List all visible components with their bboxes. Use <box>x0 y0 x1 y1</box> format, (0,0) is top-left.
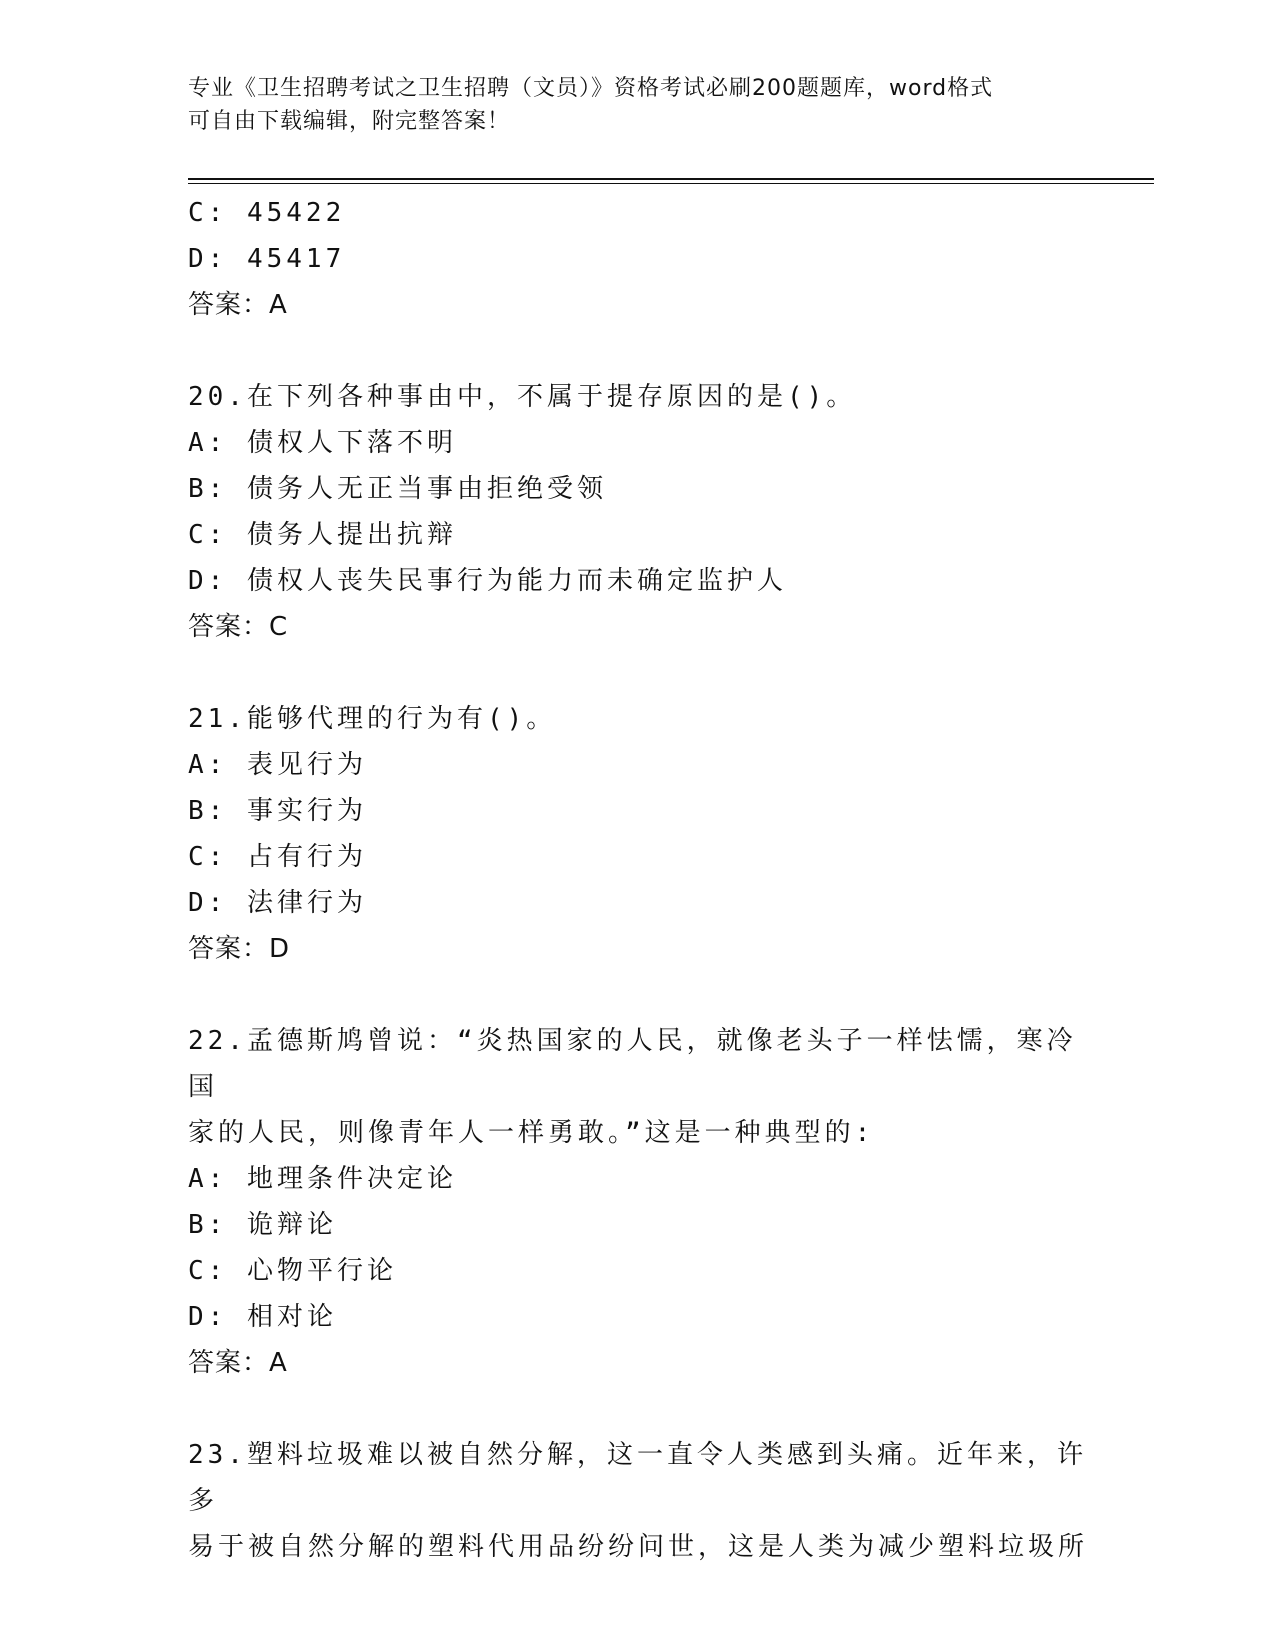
answer-line: 答案：A <box>188 1348 288 1378</box>
question-19-tail <box>188 190 1088 328</box>
spacer <box>188 328 1088 374</box>
question-23 <box>188 1432 1088 1570</box>
option-c: C: 债务人提出抗辩 <box>188 520 457 550</box>
option-d: D: 法律行为 <box>188 888 367 918</box>
spacer <box>188 650 1088 696</box>
question-stem: 20.在下列各种事由中，不属于提存原因的是()。 <box>188 382 857 412</box>
question-stem-line-1: 23.塑料垃圾难以被自然分解，这一直令人类感到头痛。近年来，许多 <box>188 1440 1087 1516</box>
question-stem-line-2: 家的人民，则像青年人一样勇敢。”这是一种典型的: <box>188 1118 875 1148</box>
option-d: D: 相对论 <box>188 1302 337 1332</box>
option-d: D: 债权人丧失民事行为能力而未确定监护人 <box>188 566 787 596</box>
option-b: B: 诡辩论 <box>188 1210 337 1240</box>
spacer <box>188 1386 1088 1432</box>
spacer <box>188 972 1088 1018</box>
header-divider-thick <box>188 178 1154 180</box>
question-content <box>188 190 1088 1570</box>
question-21 <box>188 696 1088 972</box>
question-stem-line-2: 易于被自然分解的塑料代用品纷纷问世，这是人类为减少塑料垃圾所 <box>188 1532 1089 1562</box>
answer-line: 答案：D <box>188 934 291 964</box>
question-stem-line-1: 22.孟德斯鸠曾说：“炎热国家的人民，就像老头子一样怯懦，寒冷国 <box>188 1026 1077 1102</box>
header-line-2: 可自由下载编辑，附完整答案！ <box>188 109 511 134</box>
answer-line: 答案：C <box>188 612 289 642</box>
option-c: C: 45422 <box>188 198 346 228</box>
question-20 <box>188 374 1088 650</box>
header-divider-thin <box>188 183 1154 184</box>
question-22 <box>188 1018 1088 1386</box>
option-b: B: 事实行为 <box>188 796 367 826</box>
document-header <box>188 72 1088 138</box>
option-c: C: 占有行为 <box>188 842 367 872</box>
option-c: C: 心物平行论 <box>188 1256 397 1286</box>
header-line-1: 专业《卫生招聘考试之卫生招聘（文员）》资格考试必刷200题题库，word格式 <box>188 76 994 101</box>
option-d: D: 45417 <box>188 244 346 274</box>
option-a: A: 地理条件决定论 <box>188 1164 457 1194</box>
option-a: A: 表见行为 <box>188 750 367 780</box>
question-stem: 21.能够代理的行为有()。 <box>188 704 557 734</box>
answer-line: 答案：A <box>188 290 288 320</box>
option-b: B: 债务人无正当事由拒绝受领 <box>188 474 607 504</box>
option-a: A: 债权人下落不明 <box>188 428 457 458</box>
